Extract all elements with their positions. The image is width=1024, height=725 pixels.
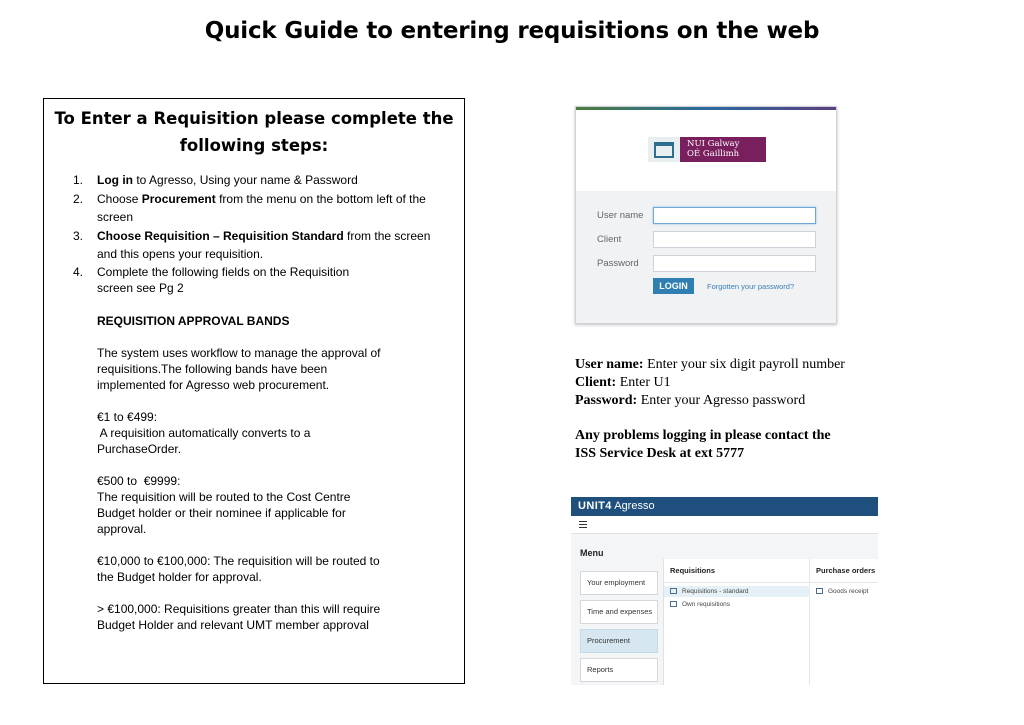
band-3 (97, 553, 437, 585)
login-instructions (575, 356, 875, 410)
divider (810, 582, 878, 583)
step-text: from the menu on the bottom left of the screen (97, 191, 426, 224)
bands-intro-line: The system uses workflow to manage the approval of (97, 346, 381, 360)
login-screenshot (575, 106, 837, 324)
band-line: €10,000 to €100,000: The requisition will be routed to (97, 554, 380, 568)
instruction-key: Client: (575, 375, 617, 390)
bands-intro (97, 345, 437, 393)
step-bold-text: Log in (97, 173, 133, 187)
step-item-1 (71, 171, 451, 190)
password-field[interactable] (653, 255, 816, 272)
forgot-password-link[interactable]: Forgotten your password? (707, 282, 795, 291)
menu-item-reports[interactable]: Reports (580, 658, 658, 682)
step-text-line2: screen see Pg 2 (97, 280, 184, 295)
login-button[interactable]: LOGIN (653, 278, 694, 294)
step-bold-text: Choose Requisition – Requisition Standard (97, 228, 344, 243)
bands-intro-line: requisitions.The following bands have been (97, 362, 328, 376)
requisitions-header: Requisitions (670, 566, 716, 575)
band-line: approval. (97, 522, 147, 536)
client-label: Client (597, 234, 622, 245)
purchase-orders-column (810, 559, 878, 685)
password-label: Password (597, 258, 639, 269)
step-pre-text: Choose (97, 191, 142, 206)
link-label: Goods receipt (828, 588, 869, 595)
step-text-line1: Complete the following fields on the Requisition (97, 264, 350, 279)
band-line: A requisition automatically converts to a (97, 426, 311, 440)
step-text: to Agresso, Using your name & Password (133, 173, 358, 187)
menu-item-procurement[interactable]: Procurement (580, 629, 658, 653)
step-number: 3. (73, 228, 84, 243)
password-instruction (575, 392, 875, 410)
steps-box (43, 98, 465, 684)
requisitions-standard-link[interactable] (664, 586, 810, 597)
link-label: Own requisitions (682, 601, 731, 608)
link-label: Requisitions - standard (682, 588, 749, 595)
band-4 (97, 601, 437, 633)
login-top-bar (576, 107, 836, 110)
instruction-value: Enter U1 (616, 375, 671, 390)
username-instruction (575, 356, 875, 374)
contact-note (575, 427, 875, 463)
band-line: €500 to €9999: (97, 474, 181, 488)
instruction-key: User name: (575, 357, 644, 372)
purchase-orders-header: Purchase orders (816, 566, 876, 575)
document-icon (670, 601, 677, 607)
goods-receipt-link[interactable] (816, 588, 868, 595)
step-number: 2. (73, 191, 84, 206)
logo-line2: OÉ Gaillimh (687, 148, 740, 159)
login-form (576, 191, 836, 324)
hamburger-menu-icon[interactable] (579, 521, 587, 528)
instruction-value: Enter your six digit payroll number (643, 357, 845, 372)
bands-intro-line: implemented for Agresso web procurement. (97, 378, 330, 392)
band-2 (97, 473, 437, 537)
contact-line: Any problems logging in please contact the (575, 428, 831, 443)
band-line: The requisition will be routed to the Cost Centre (97, 490, 351, 504)
university-crest-icon (648, 137, 682, 162)
menu-item-your-employment[interactable]: Your employment (580, 571, 658, 595)
steps-heading (44, 105, 464, 159)
logo-text (682, 137, 739, 162)
agresso-product-name: Agresso (611, 500, 655, 512)
steps-heading-line2: following steps: (179, 136, 329, 155)
instruction-value: Enter your Agresso password (637, 393, 806, 408)
page-title: Quick Guide to entering requisitions on the web (204, 18, 820, 44)
client-field[interactable] (653, 231, 816, 248)
username-label: User name (597, 210, 644, 221)
menu-title: Menu (580, 548, 604, 558)
steps-list (71, 171, 451, 296)
band-line: > €100,000: Requisitions greater than this will require (97, 602, 381, 616)
divider (664, 582, 809, 583)
step-number: 1. (73, 173, 84, 187)
band-line: PurchaseOrder. (97, 442, 182, 456)
step-bold-text: Procurement (141, 191, 216, 206)
step-text: from the screen and this opens your requisition. (97, 228, 431, 261)
bands-heading: REQUISITION APPROVAL BANDS (97, 314, 290, 328)
nui-galway-logo (648, 137, 766, 162)
username-field[interactable] (653, 207, 816, 224)
menu-item-time-and-expenses[interactable]: Time and expenses (580, 600, 658, 624)
step-number: 4. (73, 264, 84, 279)
instruction-key: Password: (575, 393, 638, 408)
client-instruction (575, 374, 875, 392)
band-1 (97, 409, 437, 457)
band-line: the Budget holder for approval. (97, 570, 262, 584)
step-item-3 (71, 227, 451, 264)
procurement-submenu (663, 559, 878, 685)
band-line: Budget Holder and relevant UMT member approval (97, 618, 369, 632)
unit4-brand: UNIT4 (578, 500, 612, 512)
agresso-header (571, 497, 878, 516)
step-item-4 (71, 264, 451, 296)
step-item-2 (71, 190, 451, 227)
document-icon (670, 588, 677, 594)
requisitions-column (664, 559, 810, 685)
band-line: Budget holder or their nominee if applicable for (97, 506, 346, 520)
agresso-menu-screenshot (571, 497, 878, 685)
agresso-toolbar (571, 516, 878, 534)
band-line: €1 to €499: (97, 410, 158, 424)
steps-heading-line1: To Enter a Requisition please complete the (54, 109, 454, 128)
logo-line1: NUI Galway (687, 139, 740, 149)
document-icon (816, 588, 823, 594)
contact-line: ISS Service Desk at ext 5777 (575, 446, 745, 461)
own-requisitions-link[interactable] (670, 601, 730, 608)
